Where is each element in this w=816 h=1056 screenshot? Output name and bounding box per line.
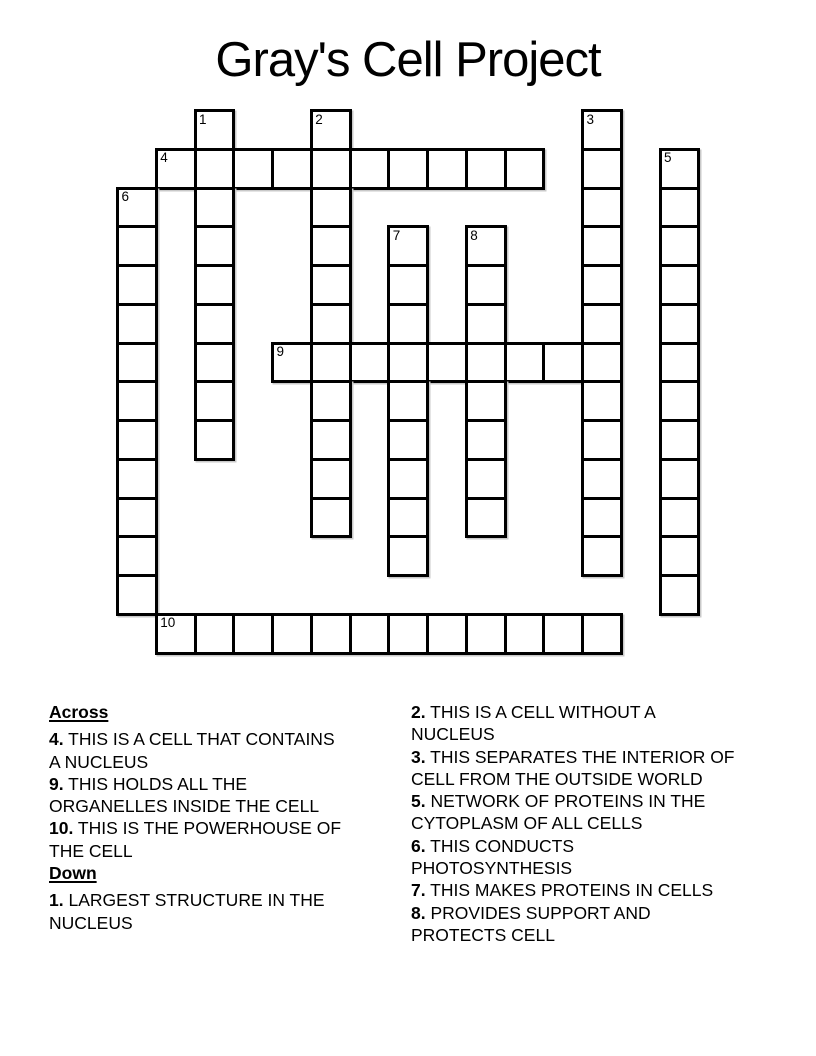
cell-number: 5 bbox=[664, 150, 672, 166]
grid-cell[interactable] bbox=[659, 342, 701, 384]
grid-cell[interactable] bbox=[465, 380, 507, 422]
grid-cell[interactable] bbox=[465, 303, 507, 345]
clue-number: 6. bbox=[411, 835, 426, 856]
grid-cell[interactable] bbox=[659, 574, 701, 616]
clue-number: 9. bbox=[49, 773, 64, 794]
clue-text: PROVIDES SUPPORT AND PROTECTS CELL bbox=[411, 902, 651, 945]
grid-cell[interactable] bbox=[387, 380, 429, 422]
clue-down-8 bbox=[411, 902, 735, 947]
grid-cell[interactable] bbox=[194, 225, 236, 267]
grid-cell[interactable] bbox=[194, 187, 236, 229]
clue-text: THIS IS A CELL WITHOUT A NUCLEUS bbox=[411, 702, 655, 745]
grid-cell[interactable] bbox=[194, 148, 236, 190]
grid-cell[interactable] bbox=[349, 148, 391, 190]
grid-cell[interactable] bbox=[116, 187, 158, 229]
clue-number: 2. bbox=[411, 702, 426, 722]
clue-across-4 bbox=[49, 728, 345, 773]
clues-right-column bbox=[411, 701, 735, 946]
grid-cell[interactable] bbox=[465, 419, 507, 461]
clue-text: THIS IS A CELL THAT CONTAINS A NUCLEUS bbox=[49, 729, 335, 772]
clue-number: 5. bbox=[411, 791, 426, 812]
grid-cell[interactable] bbox=[116, 342, 158, 384]
grid-cell[interactable] bbox=[310, 187, 352, 229]
grid-cell[interactable] bbox=[387, 458, 429, 500]
clue-down-6 bbox=[411, 835, 735, 880]
grid-cell[interactable] bbox=[194, 613, 236, 655]
grid-cell[interactable] bbox=[155, 148, 197, 190]
grid-cell[interactable] bbox=[426, 148, 468, 190]
clue-number: 7. bbox=[411, 880, 426, 901]
grid-cell[interactable] bbox=[271, 613, 313, 655]
clue-number: 3. bbox=[411, 746, 426, 767]
grid-cell[interactable] bbox=[465, 264, 507, 306]
grid-cell[interactable] bbox=[310, 303, 352, 345]
grid-cell[interactable] bbox=[194, 380, 236, 422]
grid-cell[interactable] bbox=[581, 225, 623, 267]
grid-cell[interactable] bbox=[116, 264, 158, 306]
cell-number: 4 bbox=[160, 150, 168, 166]
grid-cell[interactable] bbox=[659, 380, 701, 422]
grid-cell[interactable] bbox=[659, 535, 701, 577]
grid-cell[interactable] bbox=[542, 342, 584, 384]
grid-cell[interactable] bbox=[116, 458, 158, 500]
crossword-grid bbox=[116, 109, 701, 655]
grid-cell[interactable] bbox=[659, 458, 701, 500]
grid-cell[interactable] bbox=[659, 497, 701, 539]
grid-cell[interactable] bbox=[659, 419, 701, 461]
grid-cell[interactable] bbox=[194, 342, 236, 384]
cell-number: 9 bbox=[276, 344, 285, 359]
grid-cell[interactable] bbox=[310, 342, 352, 384]
grid-cell[interactable] bbox=[387, 148, 429, 190]
grid-cell[interactable] bbox=[659, 148, 701, 190]
clue-down-1 bbox=[49, 889, 345, 934]
clue-down-5 bbox=[411, 790, 735, 835]
grid-cell[interactable] bbox=[465, 148, 507, 190]
grid-cell[interactable] bbox=[581, 342, 623, 384]
grid-cell[interactable] bbox=[310, 497, 352, 539]
grid-cell[interactable] bbox=[116, 497, 158, 539]
puzzle-title: Gray's Cell Project bbox=[215, 33, 601, 87]
cell-number: 8 bbox=[470, 227, 478, 243]
clue-number: 1. bbox=[49, 890, 64, 911]
grid-cell[interactable] bbox=[271, 342, 313, 384]
grid-cell[interactable] bbox=[310, 419, 352, 461]
down-clues-rest bbox=[411, 701, 735, 946]
grid-cell[interactable] bbox=[310, 380, 352, 422]
grid-cell[interactable] bbox=[387, 264, 429, 306]
grid-cell[interactable] bbox=[271, 148, 313, 190]
across-heading: Across bbox=[49, 702, 109, 722]
cell-number: 7 bbox=[392, 227, 401, 243]
clue-text: THIS IS THE POWERHOUSE OF THE CELL bbox=[49, 818, 342, 861]
cell-number: 10 bbox=[160, 615, 176, 631]
grid-cell[interactable] bbox=[465, 497, 507, 539]
grid-cell[interactable] bbox=[387, 497, 429, 539]
grid-cell[interactable] bbox=[581, 613, 623, 655]
grid-cell[interactable] bbox=[349, 342, 391, 384]
grid-cell[interactable] bbox=[659, 303, 701, 345]
grid-cell[interactable] bbox=[581, 497, 623, 539]
grid-cell[interactable] bbox=[581, 264, 623, 306]
grid-cell[interactable] bbox=[465, 458, 507, 500]
grid-cell[interactable] bbox=[387, 535, 429, 577]
grid-cell[interactable] bbox=[155, 613, 197, 655]
grid-cell[interactable] bbox=[194, 109, 236, 151]
grid-cell[interactable] bbox=[310, 613, 352, 655]
across-clues bbox=[49, 728, 345, 862]
grid-cell[interactable] bbox=[581, 303, 623, 345]
grid-cell[interactable] bbox=[387, 225, 429, 267]
grid-cell[interactable] bbox=[116, 419, 158, 461]
grid-cell[interactable] bbox=[387, 419, 429, 461]
grid-cell[interactable] bbox=[659, 264, 701, 306]
clue-down-3 bbox=[411, 746, 735, 791]
grid-cell[interactable] bbox=[116, 303, 158, 345]
grid-cell[interactable] bbox=[232, 148, 274, 190]
grid-cell[interactable] bbox=[581, 458, 623, 500]
grid-cell[interactable] bbox=[465, 613, 507, 655]
grid-cell[interactable] bbox=[465, 225, 507, 267]
clue-text: NETWORK OF PROTEINS IN THE CYTOPLASM OF ALL CELLS bbox=[411, 791, 706, 834]
grid-cell[interactable] bbox=[426, 342, 468, 384]
clue-text: THIS HOLDS ALL THE ORGANELLES INSIDE THE CELL bbox=[49, 773, 320, 817]
grid-cell[interactable] bbox=[310, 264, 352, 306]
grid-cell[interactable] bbox=[310, 225, 352, 267]
grid-cell[interactable] bbox=[504, 613, 546, 655]
grid-cell[interactable] bbox=[387, 342, 429, 384]
cell-number: 2 bbox=[315, 111, 323, 127]
clue-across-9 bbox=[49, 773, 345, 818]
clues-left-column bbox=[49, 701, 345, 934]
grid-cell[interactable] bbox=[581, 380, 623, 422]
grid-cell[interactable] bbox=[426, 613, 468, 655]
grid-cell[interactable] bbox=[310, 458, 352, 500]
grid-cell[interactable] bbox=[581, 535, 623, 577]
grid-cell[interactable] bbox=[387, 613, 429, 655]
grid-cell[interactable] bbox=[194, 419, 236, 461]
cell-number: 1 bbox=[199, 111, 207, 127]
grid-cell[interactable] bbox=[659, 187, 701, 229]
cell-number: 6 bbox=[121, 189, 130, 204]
clue-across-10 bbox=[49, 817, 345, 862]
grid-cell[interactable] bbox=[465, 342, 507, 384]
grid-cell[interactable] bbox=[659, 225, 701, 267]
clue-text: LARGEST STRUCTURE IN THE NUCLEUS bbox=[49, 890, 325, 933]
clue-number: 4. bbox=[49, 729, 64, 750]
clue-number: 8. bbox=[411, 902, 426, 923]
clue-text: THIS MAKES PROTEINS IN CELLS bbox=[430, 880, 714, 901]
grid-cell[interactable] bbox=[581, 187, 623, 229]
clue-down-2 bbox=[411, 701, 735, 746]
grid-cell[interactable] bbox=[504, 342, 546, 384]
clue-number: 10. bbox=[49, 818, 74, 839]
grid-cell[interactable] bbox=[194, 303, 236, 345]
grid-cell[interactable] bbox=[194, 264, 236, 306]
grid-cell[interactable] bbox=[387, 303, 429, 345]
grid-cell[interactable] bbox=[504, 148, 546, 190]
grid-cell[interactable] bbox=[232, 613, 274, 655]
cell-number: 3 bbox=[586, 111, 595, 127]
grid-cell[interactable] bbox=[349, 613, 391, 655]
grid-cell[interactable] bbox=[116, 535, 158, 577]
clue-down-7 bbox=[411, 879, 735, 901]
clue-text: THIS SEPARATES THE INTERIOR OF CELL FROM THE OUTSIDE WORLD bbox=[411, 746, 735, 789]
grid-cell[interactable] bbox=[542, 613, 584, 655]
grid-cell[interactable] bbox=[116, 574, 158, 616]
grid-cell[interactable] bbox=[581, 148, 623, 190]
grid-cell[interactable] bbox=[310, 148, 352, 190]
grid-cell[interactable] bbox=[116, 380, 158, 422]
grid-cell[interactable] bbox=[581, 109, 623, 151]
down-clues-first bbox=[49, 889, 345, 934]
grid-cell[interactable] bbox=[581, 419, 623, 461]
down-heading: Down bbox=[49, 863, 97, 884]
grid-cell[interactable] bbox=[116, 225, 158, 267]
grid-cell[interactable] bbox=[310, 109, 352, 151]
clue-text: THIS CONDUCTS PHOTOSYNTHESIS bbox=[411, 835, 575, 879]
